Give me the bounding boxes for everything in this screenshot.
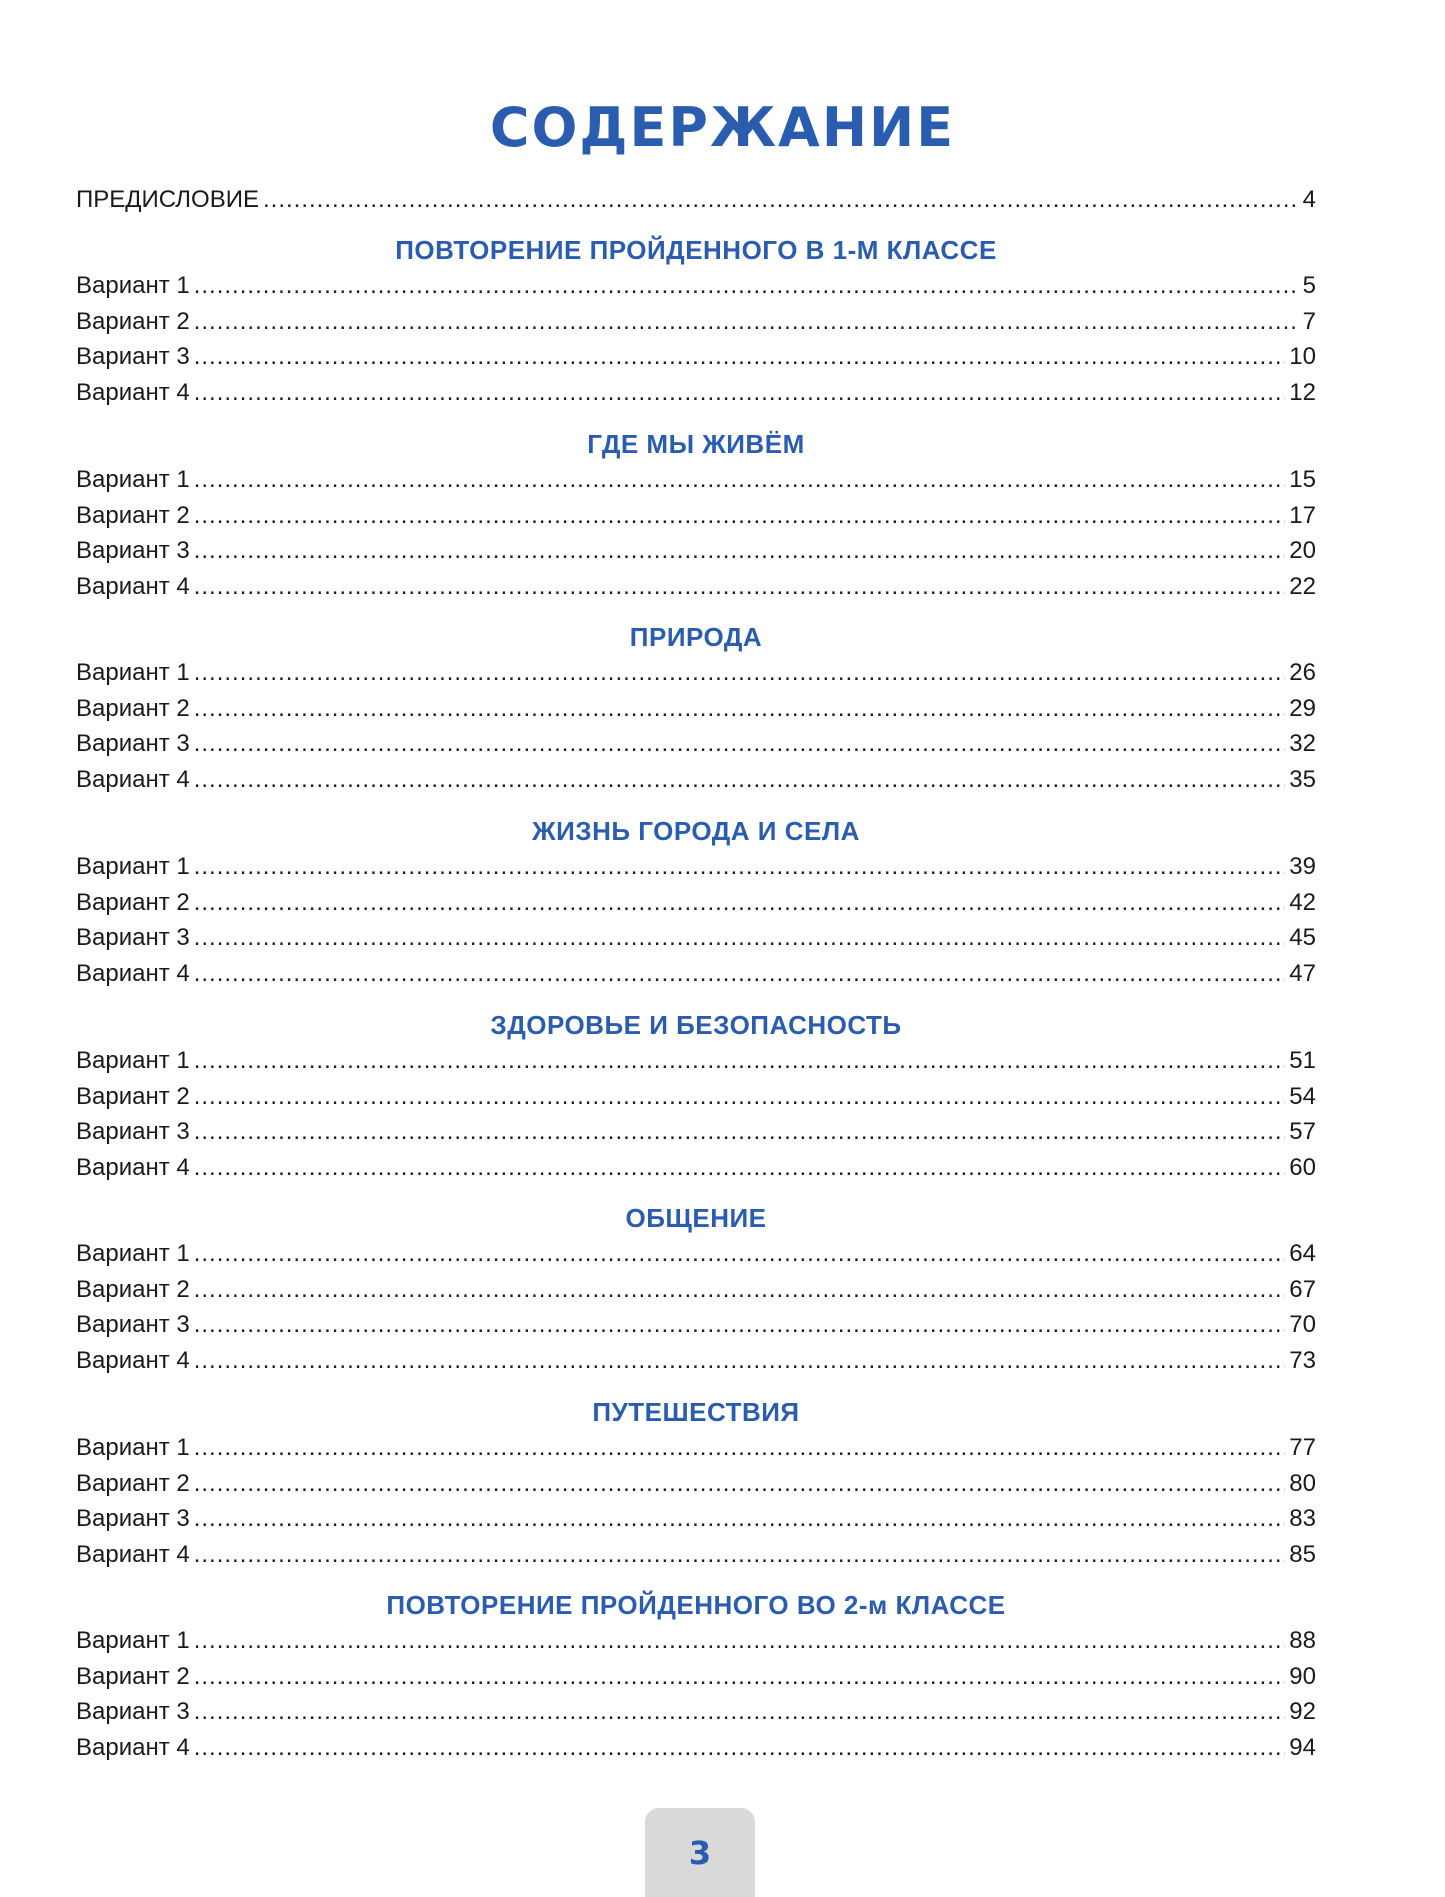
toc-entry-page: 22 bbox=[1289, 572, 1316, 600]
toc-entry[interactable] bbox=[76, 1626, 1316, 1656]
toc-entry-page: 64 bbox=[1289, 1240, 1316, 1267]
toc-entry-label: Вариант 2 bbox=[76, 1469, 190, 1497]
toc-entry-page: 4 bbox=[1302, 186, 1316, 213]
dot-leader bbox=[194, 1504, 1286, 1534]
toc-entry-page: 54 bbox=[1289, 1082, 1316, 1110]
dot-leader bbox=[194, 1346, 1286, 1376]
toc-entry-label: Вариант 3 bbox=[76, 924, 190, 951]
dot-leader bbox=[194, 923, 1286, 953]
dot-leader bbox=[194, 271, 1299, 301]
toc-entry-page: 90 bbox=[1289, 1662, 1316, 1690]
dot-leader bbox=[194, 307, 1299, 337]
toc-entry-label: Вариант 2 bbox=[76, 1082, 190, 1110]
toc-entry[interactable] bbox=[76, 1697, 1316, 1727]
section-heading[interactable]: ОБЩЕНИЕ bbox=[625, 1203, 767, 1233]
section-heading[interactable]: ПУТЕШЕСТВИЯ bbox=[592, 1397, 800, 1427]
toc-entry-page: 5 bbox=[1302, 272, 1316, 299]
toc-entry-page: 73 bbox=[1289, 1346, 1316, 1374]
toc-entry[interactable] bbox=[76, 1046, 1316, 1076]
toc-entry-page: 35 bbox=[1289, 765, 1316, 793]
dot-leader bbox=[194, 1433, 1286, 1463]
toc-entry-label: Вариант 1 bbox=[76, 1627, 190, 1654]
dot-leader bbox=[194, 1275, 1286, 1305]
toc-entry-label: Вариант 4 bbox=[76, 1733, 190, 1761]
section-heading[interactable]: ЖИЗНЬ ГОРОДА И СЕЛА bbox=[532, 816, 860, 846]
toc-entry[interactable] bbox=[76, 1346, 1316, 1376]
toc-entry-preface[interactable] bbox=[76, 185, 1316, 215]
toc-entry-label: Вариант 4 bbox=[76, 1346, 190, 1374]
toc-entry[interactable] bbox=[76, 536, 1316, 566]
toc-entry-page: 60 bbox=[1289, 1153, 1316, 1181]
toc-entry[interactable] bbox=[76, 852, 1316, 882]
toc-entry-label: Вариант 3 bbox=[76, 730, 190, 757]
toc-entry-label: Вариант 2 bbox=[76, 888, 190, 916]
dot-leader bbox=[194, 1117, 1286, 1147]
toc-entry-page: 20 bbox=[1289, 537, 1316, 564]
toc-entry[interactable] bbox=[76, 342, 1316, 372]
toc-entry-label: Вариант 3 bbox=[76, 537, 190, 564]
toc-entry[interactable] bbox=[76, 1117, 1316, 1147]
toc-entry-page: 47 bbox=[1289, 959, 1316, 987]
dot-leader bbox=[194, 465, 1286, 495]
toc-entry[interactable] bbox=[76, 501, 1316, 531]
toc-entry-page: 85 bbox=[1289, 1540, 1316, 1568]
toc-entry-page: 80 bbox=[1289, 1469, 1316, 1497]
section-heading[interactable]: ПОВТОРЕНИЕ ПРОЙДЕННОГО ВО 2-м КЛАССЕ bbox=[386, 1590, 1006, 1620]
toc-entry[interactable] bbox=[76, 1469, 1316, 1499]
toc-entry-page: 12 bbox=[1289, 378, 1316, 406]
toc-entry[interactable] bbox=[76, 1433, 1316, 1463]
page-title: СОДЕРЖАНИЕ bbox=[489, 96, 956, 159]
toc-entry[interactable] bbox=[76, 378, 1316, 408]
toc-entry-page: 92 bbox=[1289, 1698, 1316, 1725]
toc-entry[interactable] bbox=[76, 1733, 1316, 1763]
dot-leader bbox=[194, 378, 1286, 408]
toc-entry-label: Вариант 4 bbox=[76, 378, 190, 406]
toc-entry-label: Вариант 1 bbox=[76, 466, 190, 493]
toc-entry-label: Вариант 4 bbox=[76, 959, 190, 987]
dot-leader bbox=[194, 1540, 1286, 1570]
dot-leader bbox=[194, 1239, 1286, 1269]
dot-leader bbox=[194, 694, 1286, 724]
toc-entry-label: Вариант 1 bbox=[76, 1047, 190, 1074]
dot-leader bbox=[194, 765, 1286, 795]
dot-leader bbox=[263, 185, 1299, 215]
toc-entry[interactable] bbox=[76, 1310, 1316, 1340]
dot-leader bbox=[194, 1310, 1286, 1340]
toc-entry[interactable] bbox=[76, 465, 1316, 495]
toc-entry-label: Вариант 1 bbox=[76, 853, 190, 880]
dot-leader bbox=[194, 1046, 1286, 1076]
toc-entry[interactable] bbox=[76, 1540, 1316, 1570]
toc-entry-label: Вариант 4 bbox=[76, 1540, 190, 1568]
dot-leader bbox=[194, 959, 1286, 989]
toc-entry[interactable] bbox=[76, 271, 1316, 301]
toc-entry[interactable] bbox=[76, 658, 1316, 688]
toc-entry-label: Вариант 2 bbox=[76, 1662, 190, 1690]
toc-entry[interactable] bbox=[76, 729, 1316, 759]
toc-entry-page: 42 bbox=[1289, 888, 1316, 916]
toc-entry-label: Вариант 1 bbox=[76, 1240, 190, 1267]
toc-entry-label: Вариант 2 bbox=[76, 694, 190, 722]
toc-entry[interactable] bbox=[76, 888, 1316, 918]
toc-entry-label: Вариант 4 bbox=[76, 572, 190, 600]
dot-leader bbox=[194, 1733, 1286, 1763]
toc-entry-label: Вариант 2 bbox=[76, 307, 190, 335]
dot-leader bbox=[194, 1626, 1286, 1656]
dot-leader bbox=[194, 1662, 1286, 1692]
toc-entry-page: 45 bbox=[1289, 924, 1316, 951]
dot-leader bbox=[194, 852, 1286, 882]
toc-entry-page: 83 bbox=[1289, 1505, 1316, 1532]
toc-entry[interactable] bbox=[76, 1153, 1316, 1183]
toc-entry-page: 51 bbox=[1289, 1047, 1316, 1074]
toc-entry-page: 70 bbox=[1289, 1311, 1316, 1338]
toc-entry-label: Вариант 1 bbox=[76, 659, 190, 686]
toc-entry[interactable] bbox=[76, 694, 1316, 724]
toc-entry[interactable] bbox=[76, 1662, 1316, 1692]
section-heading[interactable]: ПРИРОДА bbox=[629, 622, 763, 652]
toc-entry[interactable] bbox=[76, 1239, 1316, 1269]
page-number-tab bbox=[645, 1808, 755, 1897]
toc-entry-page: 32 bbox=[1289, 730, 1316, 757]
toc-entry-label: Вариант 2 bbox=[76, 501, 190, 529]
toc-entry-label: Вариант 1 bbox=[76, 1434, 190, 1461]
toc-entry-page: 26 bbox=[1289, 659, 1316, 686]
toc-entry-label: Вариант 1 bbox=[76, 272, 190, 299]
toc-entry-page: 77 bbox=[1289, 1434, 1316, 1461]
toc-entry-page: 94 bbox=[1289, 1733, 1316, 1761]
toc-entry-page: 7 bbox=[1302, 307, 1316, 335]
toc-entry-page: 67 bbox=[1289, 1275, 1316, 1303]
dot-leader bbox=[194, 572, 1286, 602]
toc-entry[interactable] bbox=[76, 307, 1316, 337]
dot-leader bbox=[194, 1697, 1286, 1727]
dot-leader bbox=[194, 1469, 1286, 1499]
toc-entry-label: Вариант 3 bbox=[76, 343, 190, 370]
toc-entry-page: 17 bbox=[1289, 501, 1316, 529]
dot-leader bbox=[194, 342, 1286, 372]
dot-leader bbox=[194, 1153, 1286, 1183]
toc-entry-page: 39 bbox=[1289, 853, 1316, 880]
dot-leader bbox=[194, 658, 1286, 688]
toc-entry-page: 88 bbox=[1289, 1627, 1316, 1654]
toc-entry-label: ПРЕДИСЛОВИЕ bbox=[76, 186, 259, 213]
toc-entry-page: 57 bbox=[1289, 1118, 1316, 1145]
toc-entry-label: Вариант 2 bbox=[76, 1275, 190, 1303]
dot-leader bbox=[194, 888, 1286, 918]
toc-entry-page: 15 bbox=[1289, 466, 1316, 493]
toc-entry-page: 10 bbox=[1289, 343, 1316, 370]
toc-entry-label: Вариант 3 bbox=[76, 1505, 190, 1532]
dot-leader bbox=[194, 729, 1286, 759]
toc-entry-page: 29 bbox=[1289, 694, 1316, 722]
section-heading[interactable]: ГДЕ МЫ ЖИВЁМ bbox=[587, 429, 805, 459]
toc-entry[interactable] bbox=[76, 765, 1316, 795]
toc-entry-label: Вариант 3 bbox=[76, 1311, 190, 1338]
dot-leader bbox=[194, 1082, 1286, 1112]
toc-entry[interactable] bbox=[76, 1082, 1316, 1112]
page-number: 3 bbox=[688, 1833, 712, 1872]
section-heading[interactable]: ЗДОРОВЬЕ И БЕЗОПАСНОСТЬ bbox=[490, 1010, 902, 1040]
toc-entry-label: Вариант 4 bbox=[76, 765, 190, 793]
toc-entry[interactable] bbox=[76, 572, 1316, 602]
toc-entry[interactable] bbox=[76, 959, 1316, 989]
toc-entry[interactable] bbox=[76, 1504, 1316, 1534]
toc-entry-label: Вариант 4 bbox=[76, 1153, 190, 1181]
toc-entry[interactable] bbox=[76, 1275, 1316, 1305]
toc-entry-label: Вариант 3 bbox=[76, 1118, 190, 1145]
section-heading[interactable]: ПОВТОРЕНИЕ ПРОЙДЕННОГО В 1-М КЛАССЕ bbox=[395, 235, 997, 265]
dot-leader bbox=[194, 536, 1286, 566]
toc-entry-label: Вариант 3 bbox=[76, 1698, 190, 1725]
dot-leader bbox=[194, 501, 1286, 531]
toc-entry[interactable] bbox=[76, 923, 1316, 953]
